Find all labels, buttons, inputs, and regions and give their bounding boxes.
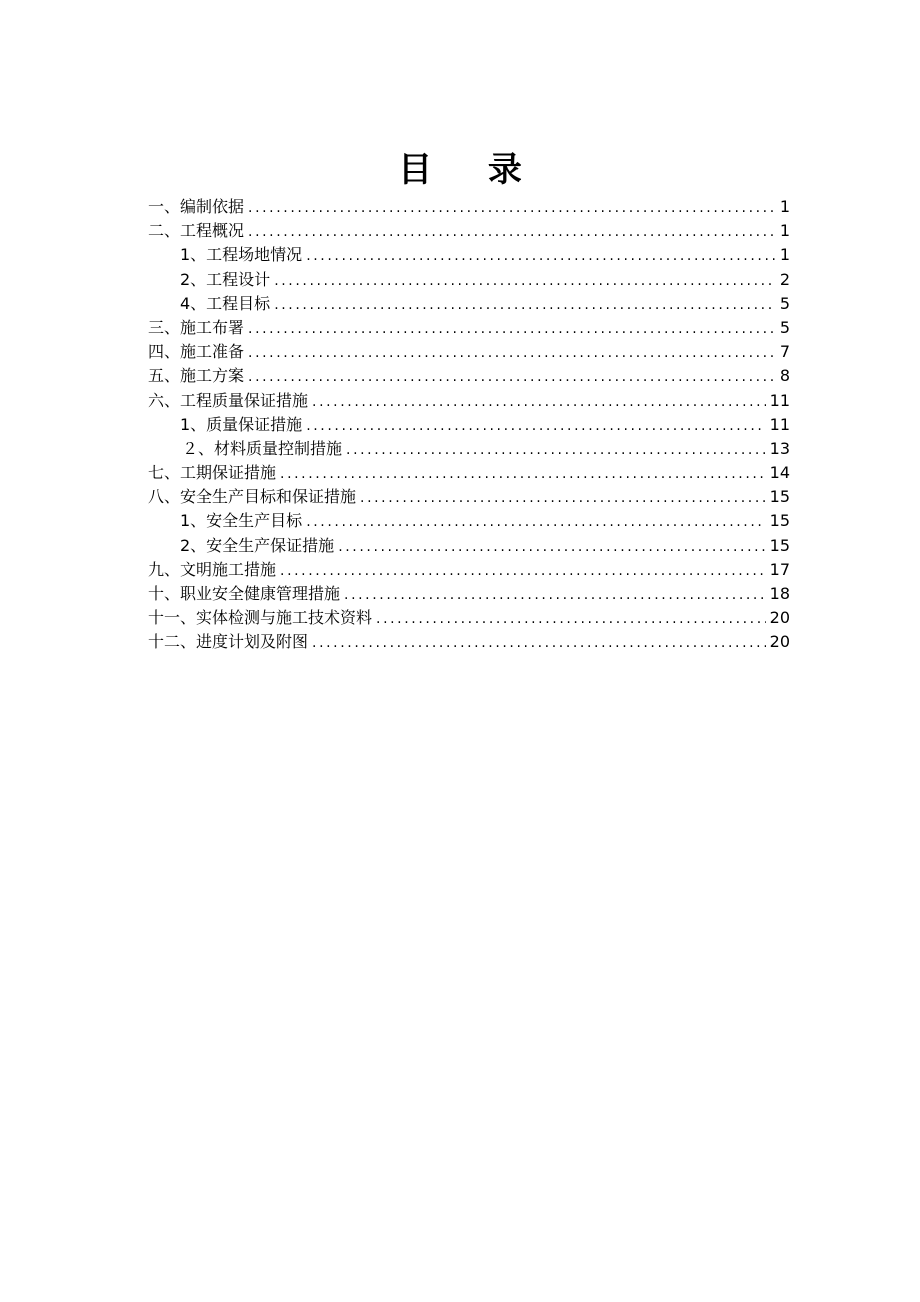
toc-entry-label: 一、编制依据 [148, 197, 245, 216]
toc-leader-dots [306, 510, 765, 534]
toc-entry-label: 二、工程概况 [148, 221, 245, 241]
toc-entry[interactable] [148, 219, 790, 243]
toc-entry[interactable] [148, 558, 790, 582]
toc-leader-dots [280, 462, 766, 486]
toc-entry[interactable] [148, 582, 790, 606]
toc-entry-page: 7 [779, 342, 790, 362]
toc-entry-label: 1、工程场地情况 [180, 245, 303, 265]
toc-leader-dots [306, 244, 776, 268]
toc-leader-dots [344, 583, 766, 607]
toc-entry-label: 七、工期保证措施 [148, 463, 277, 483]
toc-leader-dots [312, 390, 766, 414]
toc-entry-page: 20 [769, 632, 790, 652]
toc-entry-page: 18 [769, 584, 790, 603]
toc-list [148, 195, 790, 655]
toc-title: 目 录 [398, 150, 544, 190]
toc-entry-label: 十二、进度计划及附图 [148, 632, 309, 652]
toc-leader-dots [312, 631, 766, 655]
toc-subentry[interactable] [148, 243, 790, 267]
toc-entry[interactable] [148, 461, 790, 485]
toc-leader-dots [306, 414, 765, 438]
toc-entry-label: 六、工程质量保证措施 [148, 390, 309, 410]
toc-leader-dots [274, 293, 776, 317]
toc-leader-dots [248, 365, 776, 389]
toc-leader-dots [376, 607, 766, 631]
toc-entry-label: 4、工程目标 [180, 293, 271, 313]
toc-entry-label: ２、材料质量控制措施 [182, 438, 343, 458]
toc-subentry[interactable] [148, 268, 790, 292]
toc-leader-dots [274, 269, 776, 293]
toc-leader-dots [360, 486, 766, 510]
toc-entry[interactable] [148, 389, 790, 413]
toc-entry-page: 15 [769, 487, 790, 507]
toc-subentry[interactable] [148, 509, 790, 533]
toc-leader-dots [338, 535, 765, 559]
toc-entry-label: 2、工程设计 [180, 269, 271, 289]
toc-entry-page: 20 [769, 608, 790, 628]
toc-entry-label: 八、安全生产目标和保证措施 [148, 487, 357, 507]
toc-entry-label: 十一、实体检测与施工技术资料 [148, 608, 373, 628]
toc-entry-label: 九、文明施工措施 [148, 559, 277, 579]
toc-leader-dots [248, 196, 776, 220]
toc-subentry[interactable] [148, 292, 790, 316]
toc-leader-dots [248, 317, 776, 341]
toc-entry-label: 1、质量保证措施 [180, 414, 303, 434]
toc-entry-page: 11 [769, 414, 790, 434]
toc-entry-page: 15 [769, 535, 790, 555]
toc-entry[interactable] [148, 630, 790, 654]
toc-entry-page: 13 [769, 438, 790, 458]
toc-entry-page: 17 [769, 559, 790, 579]
toc-entry-page: 2 [779, 269, 790, 289]
toc-subentry[interactable] [148, 437, 790, 461]
toc-leader-dots [346, 438, 766, 462]
toc-entry[interactable] [148, 606, 790, 630]
toc-entry-label: 1、安全生产目标 [180, 511, 303, 531]
toc-entry-page: 15 [769, 511, 790, 531]
toc-entry-label: 三、施工布署 [148, 317, 245, 337]
toc-entry-page: 14 [769, 463, 790, 483]
toc-entry-page: 5 [779, 317, 790, 337]
toc-entry[interactable] [148, 340, 790, 364]
toc-leader-dots [280, 559, 766, 583]
toc-entry-page: 1 [779, 245, 790, 265]
toc-entry-page: 11 [769, 390, 790, 410]
toc-entry-page: 1 [779, 197, 790, 216]
toc-subentry[interactable] [148, 534, 790, 558]
toc-entry-label: 四、施工准备 [148, 342, 245, 362]
toc-entry-label: 五、施工方案 [148, 366, 245, 386]
toc-subentry[interactable] [148, 413, 790, 437]
toc-entry-page: 8 [779, 366, 790, 386]
toc-leader-dots [248, 341, 776, 365]
toc-entry-page: 5 [779, 293, 790, 313]
toc-entry-page: 1 [779, 221, 790, 241]
toc-entry-label: 十、职业安全健康管理措施 [148, 584, 341, 603]
toc-entry[interactable] [148, 316, 790, 340]
toc-leader-dots [248, 220, 776, 244]
toc-entry[interactable] [148, 195, 790, 219]
toc-entry[interactable] [148, 364, 790, 388]
toc-entry[interactable] [148, 485, 790, 509]
toc-entry-label: 2、安全生产保证措施 [180, 535, 335, 555]
